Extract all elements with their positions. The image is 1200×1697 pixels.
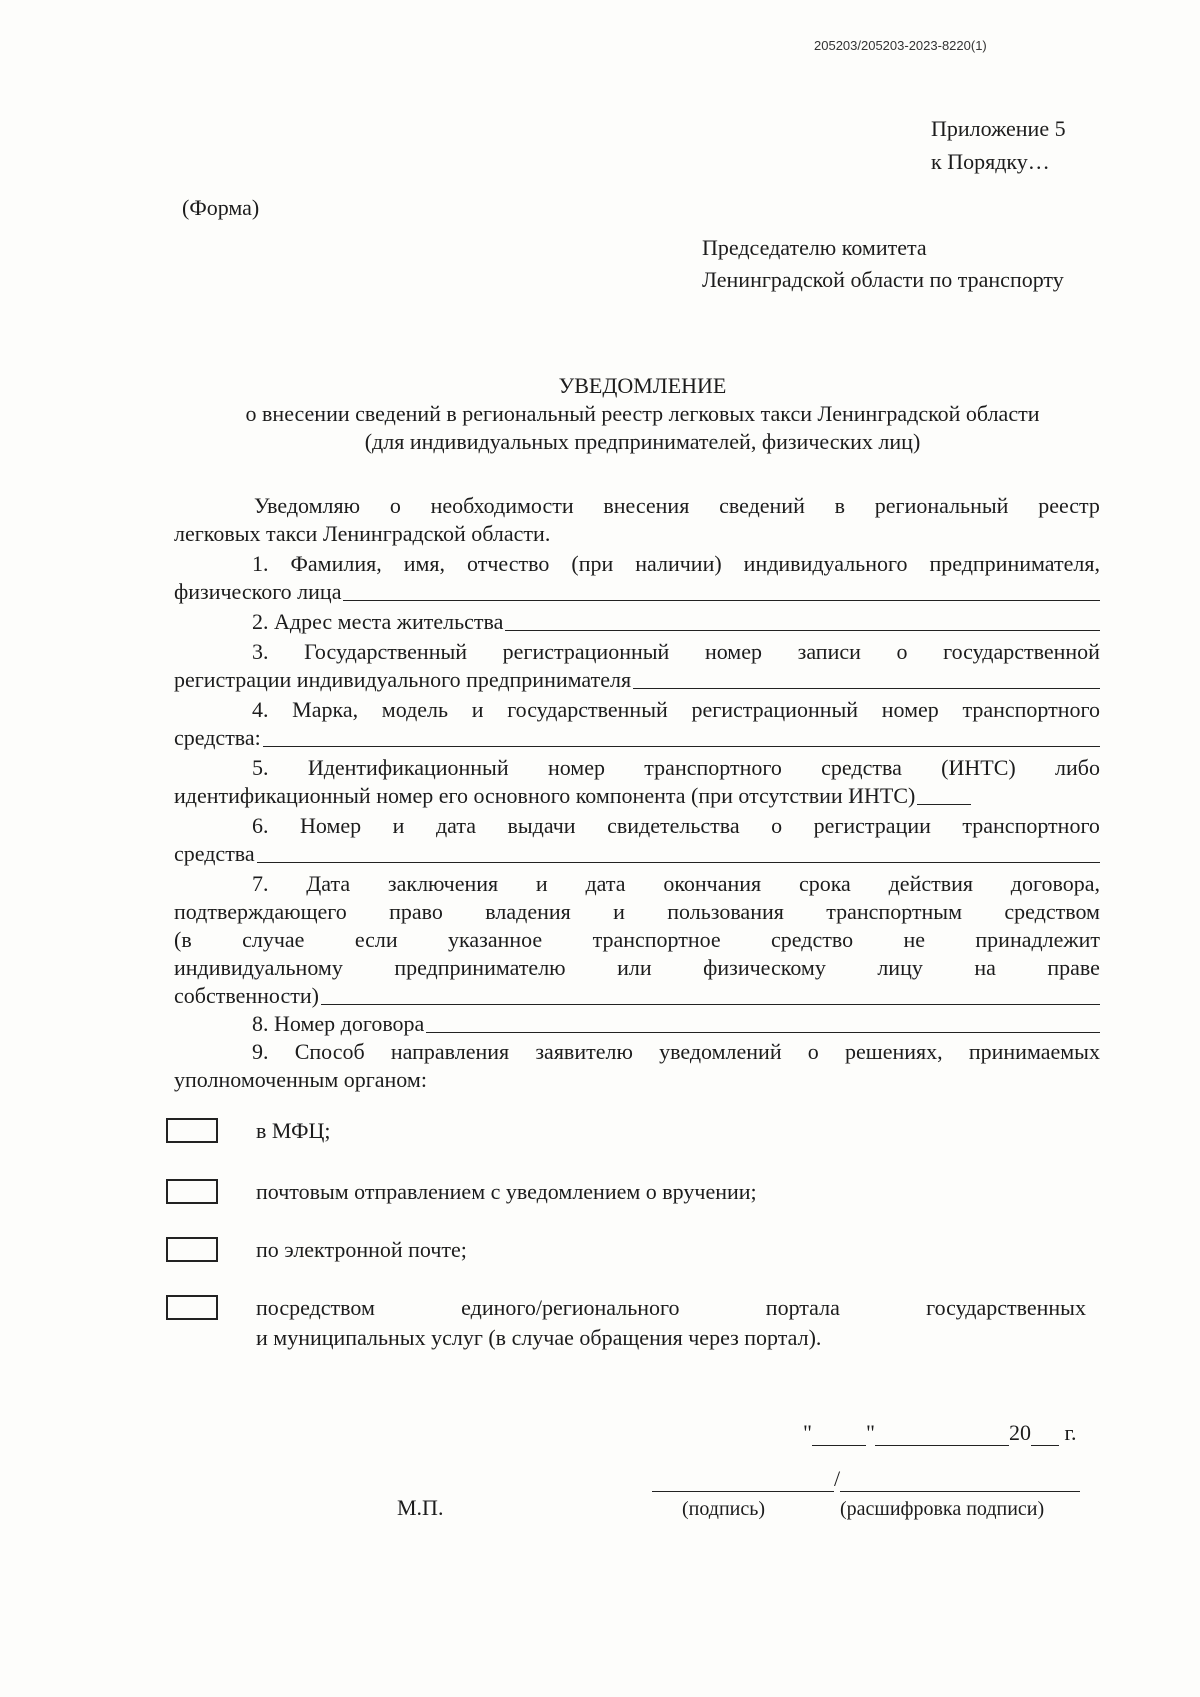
option-portal-checkbox[interactable] [166,1295,218,1320]
item-8-line: 8. Номер договора [174,1010,1100,1038]
option-post-checkbox[interactable] [166,1179,218,1204]
word: праве [1047,955,1100,980]
item-9-line-1 [174,1038,1100,1066]
word: в [834,493,846,518]
word: заключения [387,871,499,896]
word: Дата [306,871,351,896]
word: 7. [252,871,269,896]
item-7-line-2 [174,898,1100,926]
word: регистрации [813,813,931,838]
addressee [702,232,1064,296]
annex-line-2: к Порядку… [931,149,1050,174]
word: 9. [252,1039,269,1064]
word: наличии) [635,551,722,576]
word: или [617,955,652,980]
option-portal-line-1 [256,1293,1086,1323]
date-year-prefix: 20 [1008,1420,1031,1445]
word: решениях, [845,1039,943,1064]
word: транспортным [826,899,963,924]
item-7-line-1 [174,870,1100,898]
date-line [803,1420,1077,1446]
word: указанное [448,927,543,952]
signature-slash: / [834,1466,841,1491]
word: Номер [300,813,362,838]
word: дата [435,813,476,838]
word: Способ [294,1039,365,1064]
addressee-line-2: Ленинградской области по транспорту [702,267,1064,292]
option-portal-label [256,1293,1086,1353]
item-1-line-1 [174,550,1100,578]
word: лицу [877,955,923,980]
word: номер [704,639,762,664]
item-8-input-line[interactable] [426,1010,1100,1033]
word: принадлежит [975,927,1100,952]
word: регистрационный [502,639,670,664]
item-1-line-2: физического лица [174,578,1100,606]
title-subtitle-1: о внесении сведений в региональный реестр легковых такси Ленинградской области [245,401,1040,426]
option-email-checkbox[interactable] [166,1237,218,1262]
word: записи [797,639,861,664]
word: пользования [667,899,784,924]
item-6-input-line[interactable] [257,840,1100,863]
date-year-suffix: г. [1058,1420,1077,1445]
word: Идентификационный [307,755,509,780]
word: регистрационный [691,697,859,722]
word: о [896,639,908,664]
word: принимаемых [968,1039,1100,1064]
date-quote-close: " [865,1420,875,1445]
word: государственный [507,697,668,722]
word: и [613,899,625,924]
word: сведений [719,493,805,518]
word: окончания [663,871,762,896]
word: и [392,813,405,838]
word: необходимости [430,493,574,518]
word: срока [798,871,851,896]
item-3-line-2: регистрации индивидуального предпринимателя [174,666,1100,694]
item-4-line-2: средства: [174,724,1100,752]
date-month-field[interactable] [875,1425,1009,1446]
word: имя, [403,551,446,576]
word: отчество [467,551,550,576]
word: региональный [874,493,1009,518]
option-mfc-label: в МФЦ; [256,1118,331,1143]
word: внесения [603,493,690,518]
item-7-line-5: собственности) [174,982,1100,1010]
document-title [0,372,1200,456]
date-year-field[interactable] [1031,1425,1059,1446]
word: о [807,1039,819,1064]
title-subtitle-2: (для индивидуальных предпринимателей, физических лиц) [364,429,921,454]
word: физическому [703,955,826,980]
word: (в [174,927,192,952]
signature-decode-caption: (расшифровка подписи) [840,1498,1045,1520]
word: о [771,813,783,838]
option-email-label: по электронной почте; [256,1237,467,1262]
word: средства [821,755,902,780]
item-7-line-4 [174,954,1100,982]
word: владения [485,899,571,924]
word: Государственный [304,639,468,664]
addressee-line-1: Председателю комитета [702,235,927,260]
word: транспортного [644,755,782,780]
word: реестр [1038,493,1100,518]
word: действия [888,871,973,896]
word: 5. [252,755,269,780]
word: индивидуальному [174,955,343,980]
document-id: 205203/205203-2023-8220(1) [814,38,987,53]
item-2-line: 2. Адрес места жительства [174,608,1100,636]
word: предпринимателя, [929,551,1100,576]
signature-line [652,1466,1080,1492]
word: государственной [943,639,1100,664]
word: дата [585,871,626,896]
signature-decode-field[interactable] [840,1471,1080,1492]
word: посредством [256,1295,375,1320]
word: случае [242,927,305,952]
seal-place: М.П. [397,1495,444,1520]
intro-line-1 [174,492,1100,520]
annex-line-1: Приложение 5 [931,116,1066,141]
word: портала [765,1295,840,1320]
word: номер [547,755,605,780]
date-quote-open: " [803,1420,812,1445]
word: 1. [252,551,269,576]
word: Фамилия, [290,551,382,576]
option-mfc-checkbox[interactable] [166,1118,218,1143]
item-5-line-2: идентификационный номер его основного компонента (при отсутствии ИНТС) [174,782,1100,810]
word: номер [881,697,939,722]
signature-caption: (подпись) [682,1498,766,1520]
intro-line-2: легковых такси Ленинградской области. [174,521,551,546]
word: не [903,927,926,952]
item-6-line-1 [174,812,1100,840]
item-2-input-line[interactable] [505,608,1100,631]
word: 3. [252,639,269,664]
item-9-line-2: уполномоченным органом: [174,1067,427,1092]
annex-reference [931,112,1066,178]
word: 4. [252,697,269,722]
item-3-input-line[interactable] [633,666,1100,689]
item-3-line-1 [174,638,1100,666]
word: транспортного [962,813,1100,838]
word: и [471,697,484,722]
word: (ИНТС) [941,755,1016,780]
word: модель [381,697,449,722]
signature-field[interactable] [652,1471,834,1492]
word: 6. [252,813,269,838]
word: либо [1055,755,1100,780]
word: единого/регионального [461,1295,680,1320]
option-portal-line-2: и муниципальных услуг (в случае обращения через портал). [256,1325,822,1350]
form-body [174,492,1100,1094]
word: на [974,955,996,980]
item-7-input-line[interactable] [321,982,1100,1005]
date-day-field[interactable] [812,1425,866,1446]
word: средством [1004,899,1100,924]
item-6-line-2: средства [174,840,1100,868]
item-5-input-line[interactable] [917,782,971,805]
word: транспортного [962,697,1100,722]
word: право [389,899,443,924]
word: средство [771,927,854,952]
word: (при [571,551,614,576]
word: если [354,927,398,952]
word: выдачи [507,813,576,838]
word: заявителю [535,1039,633,1064]
word: подтверждающего [174,899,347,924]
word: предпринимателю [394,955,566,980]
item-4-input-line[interactable] [263,724,1100,747]
word: Уведомляю [254,493,361,518]
item-4-line-1 [174,696,1100,724]
item-7-line-3 [174,926,1100,954]
word: о [389,493,401,518]
word: уведомлений [659,1039,782,1064]
title-heading: УВЕДОМЛЕНИЕ [558,373,727,398]
word: направления [390,1039,510,1064]
form-label: (Форма) [182,195,260,220]
word: транспортное [592,927,721,952]
word: договора, [1010,871,1100,896]
item-5-line-1 [174,754,1100,782]
word: и [535,871,548,896]
word: Марка, [292,697,359,722]
word: свидетельства [607,813,740,838]
option-post-label: почтовым отправлением с уведомлением о вручении; [256,1179,757,1204]
word: государственных [926,1295,1086,1320]
item-1-input-line[interactable] [343,578,1100,601]
word: индивидуального [743,551,908,576]
